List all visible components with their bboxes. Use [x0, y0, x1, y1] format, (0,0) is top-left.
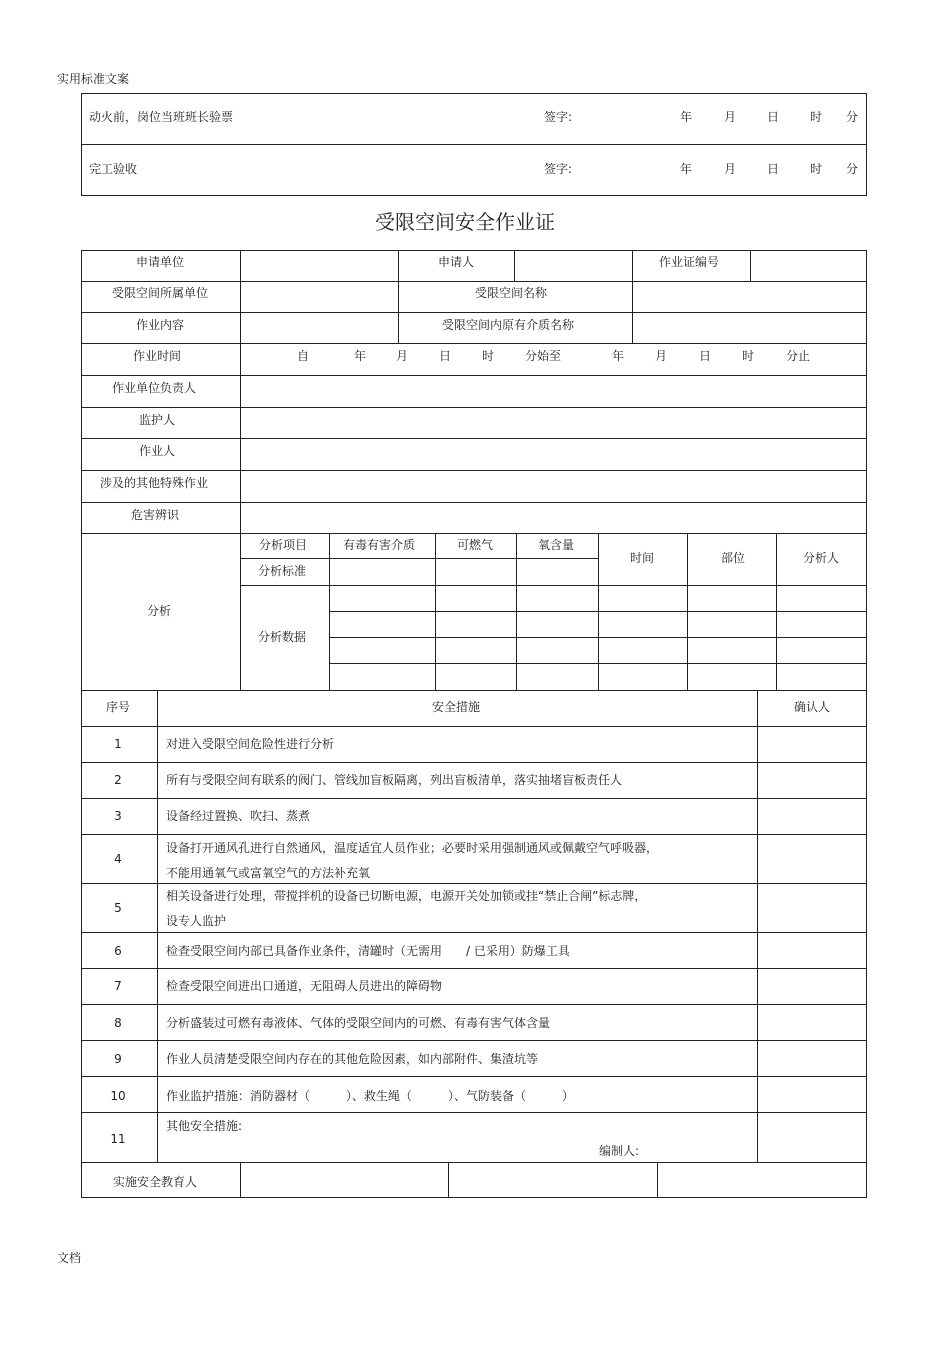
- analyst-label: 分析人: [802, 551, 840, 565]
- time-start-minute: 分始至: [525, 349, 562, 363]
- day-label: 日: [767, 110, 780, 124]
- month-label: 月: [724, 110, 737, 124]
- measure-number: 3: [114, 809, 122, 823]
- time-month: 月: [396, 349, 409, 363]
- measure-text: 检查受限空间内部已具备作业条件，清罐时（无需用 / 已采用）防爆工具: [166, 944, 570, 958]
- space-name-label: 受限空间名称: [474, 286, 548, 300]
- time-day: 日: [439, 349, 452, 363]
- measure-number: 2: [114, 773, 122, 787]
- measure-text: 其他安全措施:: [166, 1119, 243, 1133]
- analysis-data-label: 分析数据: [257, 630, 307, 644]
- guardian-label: 监护人: [138, 413, 176, 427]
- hour-label: 时: [810, 162, 823, 176]
- measure-text: 相关设备进行处理，带搅拌机的设备已切断电源，电源开关处加锁或挂“禁止合闸”标志牌，: [166, 889, 647, 903]
- measure-number: 7: [114, 979, 122, 993]
- day-label: 日: [767, 162, 780, 176]
- work-time-label: 作业时间: [132, 349, 182, 363]
- measure-text: 设备打开通风孔进行自然通风，温度适宜人员作业；必要时采用强制通风或佩戴空气呼吸器，: [166, 841, 659, 855]
- measure-number: 9: [114, 1052, 122, 1066]
- measure-number: 11: [110, 1132, 126, 1146]
- measure-text: 作业人员清楚受限空间内存在的其他危险因素，如内部附件、集渣坑等: [166, 1052, 539, 1066]
- analysis-label: 分析: [146, 604, 172, 618]
- compiler-label: 编制人:: [599, 1144, 640, 1158]
- analysis-item-label: 分析项目: [258, 538, 308, 552]
- year-label: 年: [680, 162, 693, 176]
- col-confirm-header: 确认人: [793, 700, 831, 714]
- completion-label: 完工验收: [89, 162, 138, 176]
- col-measure-header: 安全措施: [431, 700, 481, 714]
- measure-number: 1: [114, 737, 122, 751]
- time-from: 自: [297, 349, 310, 363]
- measure-text-cont: 不能用通氧气或富氧空气的方法补充氧: [166, 866, 371, 880]
- toxic-medium-label: 有毒有害介质: [342, 538, 416, 552]
- analysis-standard-label: 分析标准: [257, 564, 307, 578]
- measure-text: 检查受限空间进出口通道，无阻碍人员进出的障碍物: [166, 979, 443, 993]
- medium-name-label: 受限空间内原有介质名称: [441, 318, 575, 332]
- time-year: 年: [612, 349, 625, 363]
- time-month: 月: [655, 349, 668, 363]
- minute-label: 分: [846, 162, 859, 176]
- other-work-label: 涉及的其他特殊作业: [99, 476, 209, 490]
- time-hour: 时: [742, 349, 755, 363]
- measure-text: 分析盛装过可燃有毒液体、气体的受限空间内的可燃、有毒有害气体含量: [166, 1016, 551, 1030]
- oxygen-content-label: 氧含量: [537, 538, 575, 552]
- measure-number: 4: [114, 852, 122, 866]
- permit-number-label: 作业证编号: [658, 255, 720, 269]
- measure-text: 设备经过置换、吹扫、蒸煮: [166, 809, 311, 823]
- signature-label: 签字:: [544, 162, 573, 176]
- signoff-label: 动火前，岗位当班班长验票: [89, 110, 234, 124]
- month-label: 月: [724, 162, 737, 176]
- time-hour: 时: [482, 349, 495, 363]
- analysis-location-label: 部位: [720, 551, 746, 565]
- safety-education-label: 实施安全教育人: [112, 1175, 198, 1189]
- applicant-label: 申请人: [437, 255, 475, 269]
- measure-text: 所有与受限空间有联系的阀门、管线加盲板隔离，列出盲板清单，落实抽堵盲板责任人: [166, 773, 623, 787]
- time-year: 年: [354, 349, 367, 363]
- hazard-label: 危害辨识: [130, 508, 180, 522]
- measure-number: 8: [114, 1016, 122, 1030]
- hour-label: 时: [810, 110, 823, 124]
- measure-text: 作业监护措施：消防器材（ ）、救生绳（ ）、气防装备（ ）: [166, 1089, 575, 1103]
- measure-text: 对进入受限空间危险性进行分析: [166, 737, 335, 751]
- space-owner-label: 受限空间所属单位: [111, 286, 209, 300]
- year-label: 年: [680, 110, 693, 124]
- measure-number: 6: [114, 944, 122, 958]
- col-number-header: 序号: [105, 700, 131, 714]
- measure-number: 10: [110, 1089, 126, 1103]
- page-footer: 文档: [57, 1251, 82, 1265]
- measure-text-cont: 设专人监护: [166, 914, 227, 928]
- page-header: 实用标准文案: [57, 72, 130, 86]
- analysis-time-label: 时间: [629, 551, 655, 565]
- signature-label: 签字:: [544, 110, 573, 124]
- unit-leader-label: 作业单位负责人: [111, 381, 197, 395]
- flammable-gas-label: 可燃气: [456, 538, 494, 552]
- minute-label: 分: [846, 110, 859, 124]
- apply-unit-label: 申请单位: [135, 255, 185, 269]
- time-end-minute: 分止: [786, 349, 811, 363]
- measure-number: 5: [114, 901, 122, 915]
- time-day: 日: [699, 349, 712, 363]
- page-title: 受限空间安全作业证: [375, 210, 555, 234]
- worker-label: 作业人: [138, 444, 176, 458]
- work-content-label: 作业内容: [135, 318, 185, 332]
